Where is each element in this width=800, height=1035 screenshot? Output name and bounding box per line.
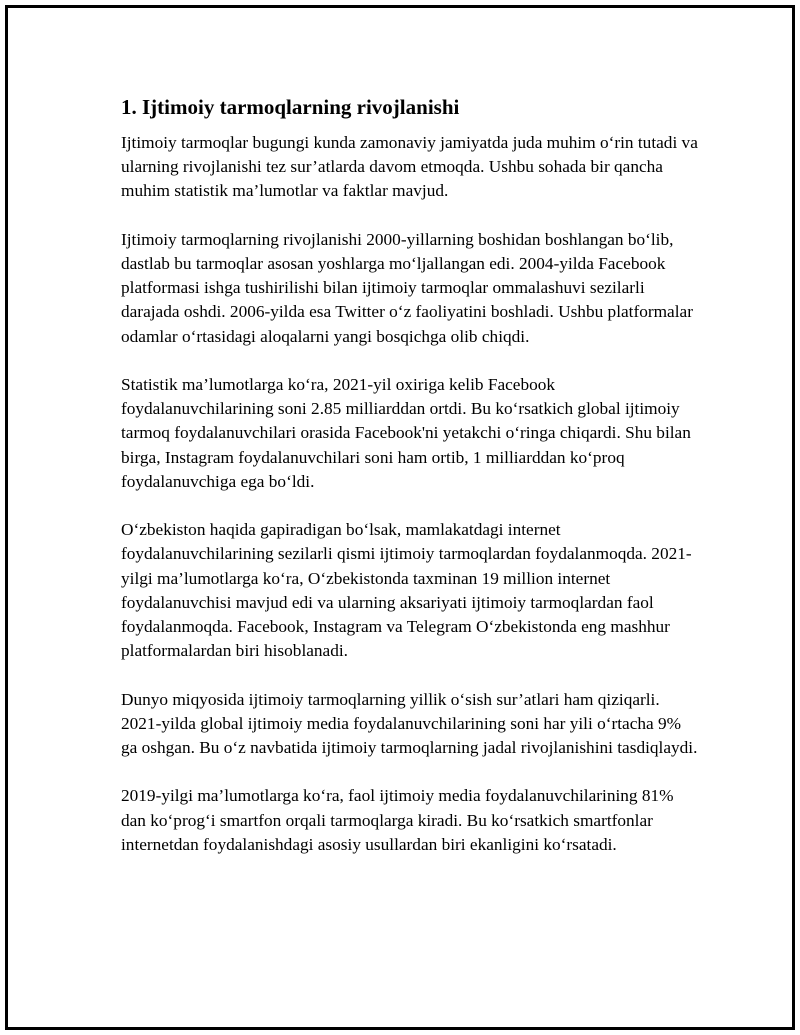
- document-body: [121, 94, 701, 881]
- paragraph-growth: Dunyo miqyosida ijtimoiy tarmoqlarning yillik o‘sish sur’atlari ham qiziqarli. 2021-yilda global ijtimoiy media foydalanuvchilarining soni har yili o‘rtacha 9% ga oshgan. Bu o‘z navbatida ijtimoiy tarmoqlarning jadal rivojlanishini tasdiqlaydi.: [121, 689, 698, 758]
- page-frame: [5, 5, 795, 1030]
- paragraph-uzbekistan: O‘zbekiston haqida gapiradigan bo‘lsak, mamlakatdagi internet foydalanuvchilarining sezilarli qismi ijtimoiy tarmoqlardan foydalanmoqda. 2021-yilgi ma’lumotlarga ko‘ra, O‘zbekistonda taxminan 19 million internet foydalanuvchisi mavjud edi va ularning aksariyati ijtimoiy tarmoqlardan faol foydalanmoqda. Facebook, Instagram va Telegram O‘zbekistonda eng mashhur platformalardan biri hisoblanadi.: [121, 520, 692, 661]
- paragraph-smartphones: 2019-yilgi ma’lumotlarga ko‘ra, faol ijtimoiy media foydalanuvchilarining 81% dan ko‘prog‘i smartfon orqali tarmoqlarga kiradi. Bu ko‘rsatkich smartfonlar internetdan foydalanishdagi asosiy usullardan biri ekanligini ko‘rsatadi.: [121, 786, 674, 854]
- paragraph-history: Ijtimoiy tarmoqlarning rivojlanishi 2000-yillarning boshidan boshlangan bo‘lib, dastlab bu tarmoqlar asosan yoshlarga mo‘ljallangan edi. 2004-yilda Facebook platformasi ishga tushirilishi bilan ijtimoiy tarmoqlar ommalashuvi sezilarli darajada oshdi. 2006-yilda esa Twitter o‘z faoliyatini boshladi. Ushbu platformalar odamlar o‘rtasidagi aloqalarni yangi bosqichga olib chiqdi.: [121, 229, 693, 346]
- section-heading: 1. Ijtimoiy tarmoqlarning rivojlanishi: [121, 95, 460, 119]
- paragraph-intro: Ijtimoiy tarmoqlar bugungi kunda zamonaviy jamiyatda juda muhim o‘rin tutadi va ularning rivojlanishi tez sur’atlarda davom etmoqda. Ushbu sohada bir qancha muhim statistik ma’lumotlar va faktlar mavjud.: [121, 133, 698, 201]
- paragraph-statistics: Statistik ma’lumotlarga ko‘ra, 2021-yil oxiriga kelib Facebook foydalanuvchilarining soni 2.85 milliarddan ortdi. Bu ko‘rsatkich global ijtimoiy tarmoq foydalanuvchilari orasida Facebook'ni yetakchi o‘ringa chiqardi. Shu bilan birga, Instagram foydalanuvchilari soni ham ortib, 1 milliarddan ko‘proq foydalanuvchiga ega bo‘ldi.: [121, 375, 691, 491]
